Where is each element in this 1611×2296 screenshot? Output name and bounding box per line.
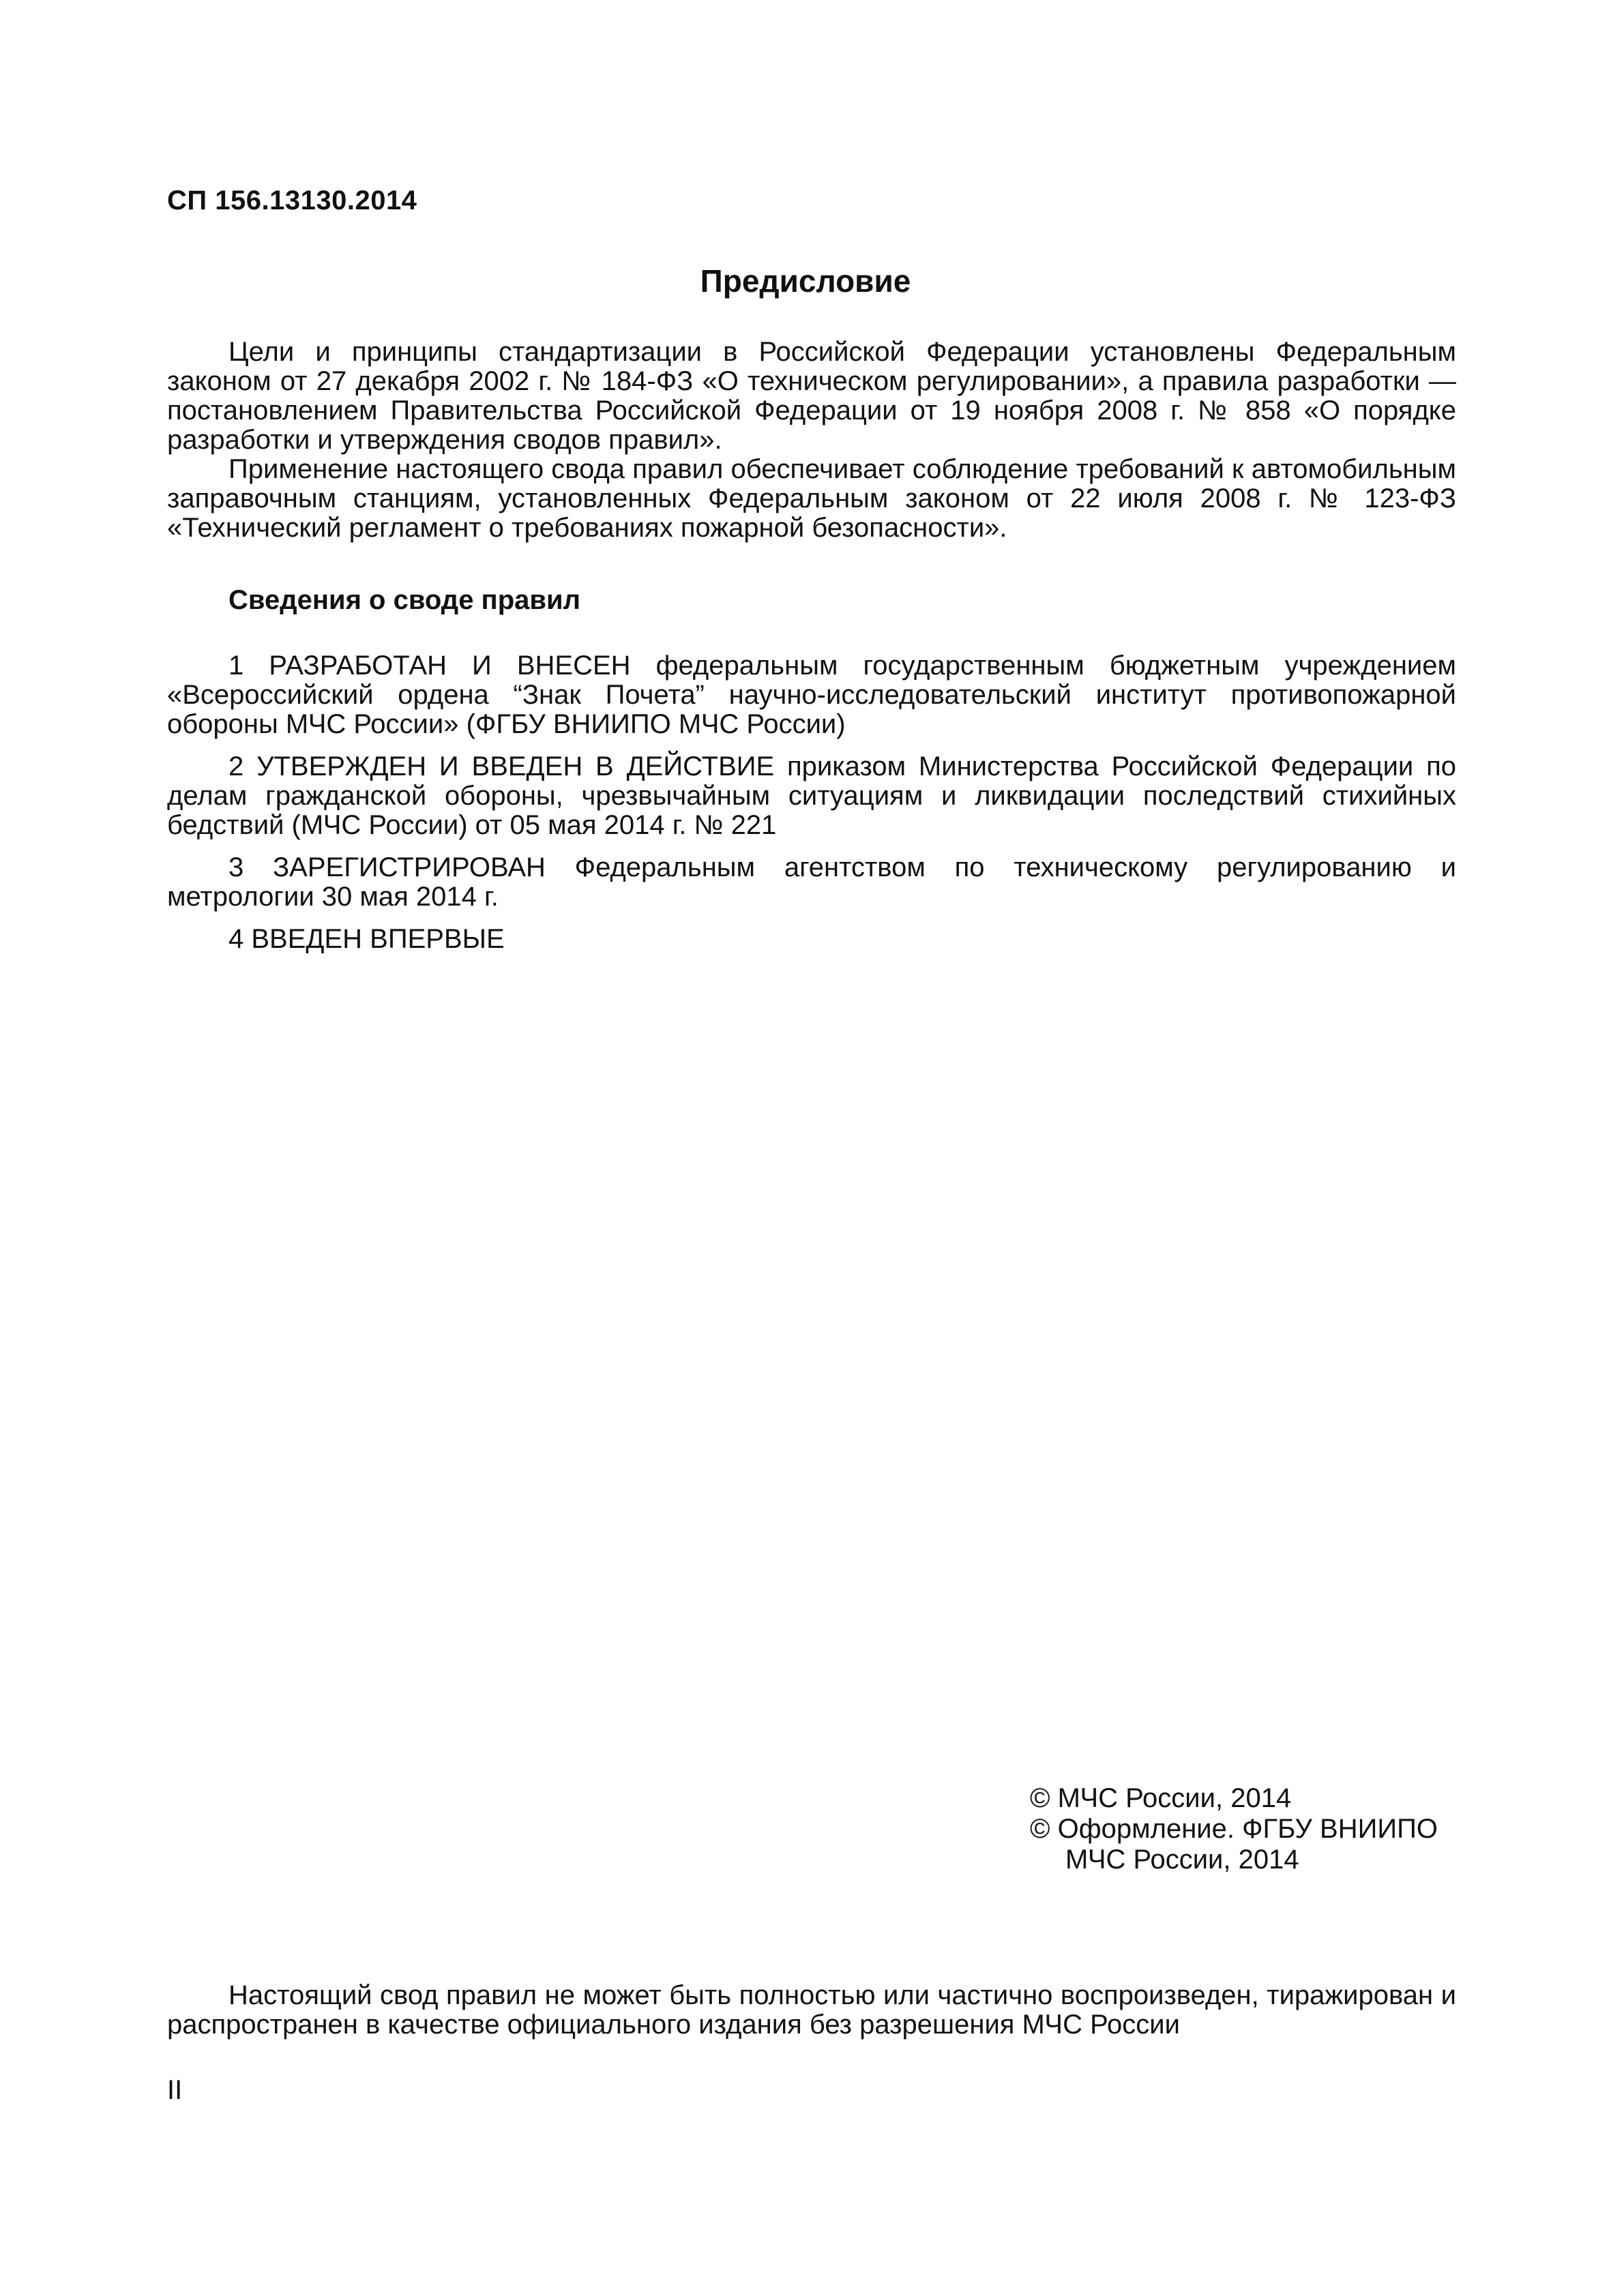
info-list (167, 651, 1456, 967)
info-item-approved: 2 УТВЕРЖДЕН И ВВЕДЕН В ДЕЙСТВИЕ приказом Министерства Российской Федерации по делам гражданской обороны, чрезвычайным ситуациям и ликвидации последствий стихийных бедствий (МЧС России) от 05 мая 2014 г. № 221 (167, 751, 1456, 840)
info-item-introduced: 4 ВВЕДЕН ВПЕРВЫЕ (228, 924, 505, 954)
copyright-line: © МЧС России, 2014 (1030, 1783, 1292, 1813)
page-title: Предисловие (700, 263, 911, 299)
foreword-section (167, 338, 1456, 543)
copyright-block (1030, 1783, 1438, 1875)
copyright-line: © Оформление. ФГБУ ВНИИПО (1030, 1814, 1438, 1844)
foreword-paragraph: Цели и принципы стандартизации в Российской Федерации установлены Федеральным законом от 27 декабря 2002 г. № 184-ФЗ «О техническом регулировании», а правила разработки — постановлением Правительства Российской Федерации от 19 ноября 2008 г. № 858 «О порядке разработки и утверждения сводов правил». (167, 337, 1456, 455)
info-item-registered: 3 ЗАРЕГИСТРИРОВАН Федеральным агентством по техническому регулированию и метрологии 30 мая 2014 г. (167, 852, 1456, 912)
copyright-line: МЧС России, 2014 (1065, 1845, 1299, 1875)
page-number: II (167, 2075, 183, 2105)
info-section-title: Сведения о своде правил (228, 585, 580, 615)
foreword-paragraph: Применение настоящего свода правил обеспечивает соблюдение требований к автомобильным заправочным станциям, установленных Федеральным законом от 22 июля 2008 г. № 123-ФЗ «Технический регламент о требованиях пожарной безопасности». (167, 454, 1456, 543)
document-code: СП 156.13130.2014 (167, 185, 417, 215)
reproduction-notice (167, 1981, 1456, 2040)
notice-text: Настоящий свод правил не может быть полностью или частично воспроизведен, тиражирован и распространен в качестве официального издания без разрешения МЧС России (167, 1980, 1456, 2040)
info-item-developed: 1 РАЗРАБОТАН И ВНЕСЕН федеральным государственным бюджетным учреждением «Всероссийский ордена “Знак Почета” научно-исследовательский институт противопожарной обороны МЧС России» (ФГБУ ВНИИПО МЧС России) (167, 651, 1456, 739)
